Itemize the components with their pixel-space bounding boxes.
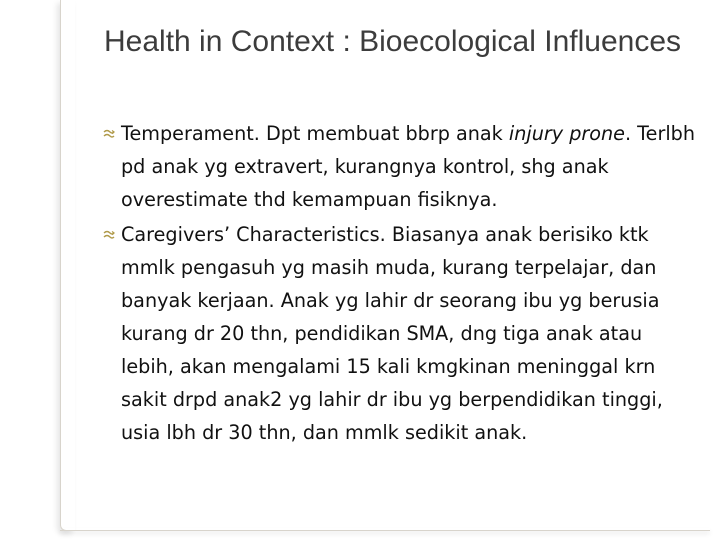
bullet-heading: Temperament. xyxy=(121,122,260,145)
bullet-caregivers xyxy=(100,218,700,449)
bullet-heading: Caregivers’ Characteristics. xyxy=(121,223,386,246)
bullet-text: . Terlbh pd anak yg extravert, kurangnya kontrol, shg anak overestimate thd kemampuan fisiknya. xyxy=(121,122,696,211)
winding-arrow-bullet-icon xyxy=(103,229,115,241)
bullet-text-italic: injury prone xyxy=(508,122,625,145)
page-frame-left xyxy=(60,0,75,531)
bullet-list xyxy=(100,117,700,451)
slide-title: Health in Context : Bioecological Influences xyxy=(104,25,682,58)
bullet-text: Dpt membuat bbrp anak xyxy=(259,122,509,145)
bullet-text: Biasanya anak berisiko ktk mmlk pengasuh yg masih muda, kurang terpelajar, dan banyak kerjaan. Anak yg lahir dr seorang ibu yg berusia kurang dr 20 thn, pendidikan SMA, dng tiga anak atau lebih, akan mengalami 15 kali kmgkinan meninggal krn sakit drpd anak2 yg lahir dr ibu yg berpendidikan tinggi, usia lbh dr 30 thn, dan mmlk sedikit anak. xyxy=(121,223,663,444)
page-frame-bottom xyxy=(60,528,710,531)
winding-arrow-bullet-icon xyxy=(103,128,115,140)
bullet-temperament xyxy=(100,117,700,216)
